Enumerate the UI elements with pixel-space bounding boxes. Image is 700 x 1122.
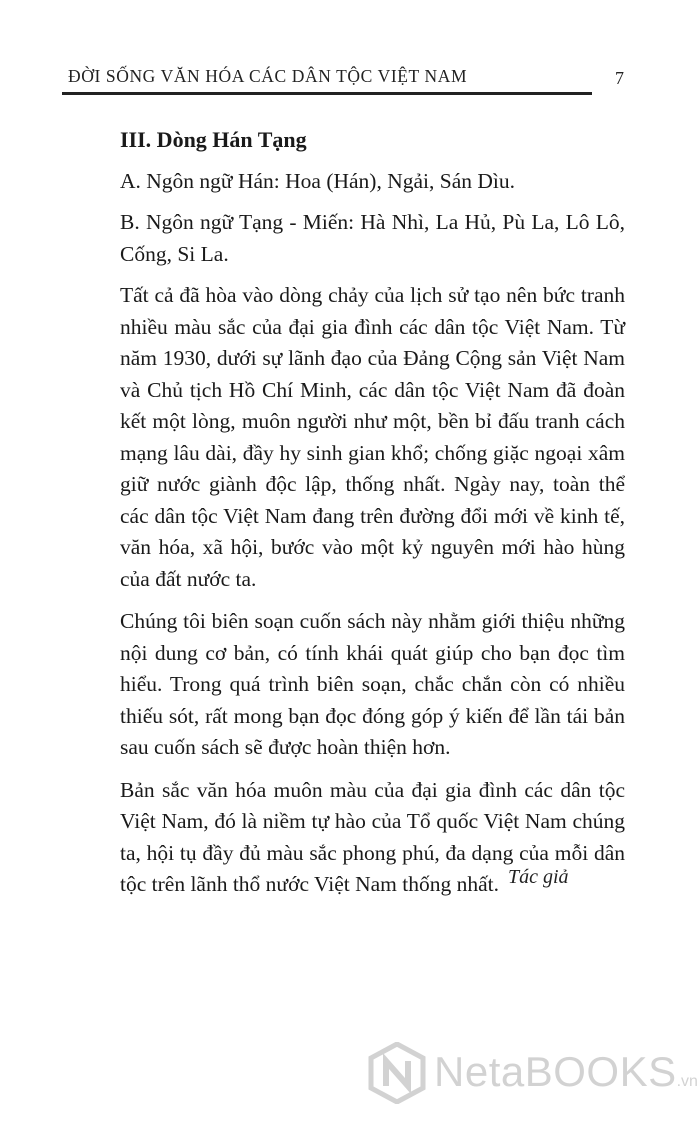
netabooks-watermark bbox=[368, 1040, 698, 1110]
page-content bbox=[120, 124, 625, 912]
body-paragraph: Chúng tôi biên soạn cuốn sách này nhằm giới thiệu những nội dung cơ bản, có tính khái quát giúp cho bạn đọc tìm hiểu. Trong quá trình biên soạn, chắc chắn còn có nhiều thiếu sót, rất mong bạn đọc đóng góp ý kiến để lần tái bản sau cuốn sách sẽ được hoàn thiện hơn. bbox=[120, 609, 625, 759]
header-rule bbox=[62, 92, 592, 95]
watermark-domain-suffix: .vn bbox=[676, 1073, 698, 1090]
author-signature: Tác giả bbox=[508, 866, 569, 888]
language-group-item: A. Ngôn ngữ Hán: Hoa (Hán), Ngải, Sán Dìu. bbox=[120, 168, 515, 193]
body-paragraph: Tất cả đã hòa vào dòng chảy của lịch sử tạo nên bức tranh nhiều màu sắc của đại gia đình các dân tộc Việt Nam. Từ năm 1930, dưới sự lãnh đạo của Đảng Cộng sản Việt Nam và Chủ tịch Hồ Chí Minh, các dân tộc Việt Nam đã đoàn kết một lòng, muôn người như một, bền bỉ đấu tranh cách mạng lâu dài, đầy hy sinh gian khổ; chống giặc ngoại xâm giữ nước giành độc lập, thống nhất. Ngày nay, toàn thể các dân tộc Việt Nam đang trên đường đổi mới về kinh tế, văn hóa, xã hội, bước vào một kỷ nguyên mới hào hùng của đất nước ta. bbox=[120, 283, 625, 591]
watermark-brand-text: NetaBOOKS.vn bbox=[434, 1048, 698, 1095]
page-number: 7 bbox=[615, 68, 624, 88]
netabooks-logo-icon bbox=[368, 1042, 426, 1104]
language-group-item: B. Ngôn ngữ Tạng - Miến: Hà Nhì, La Hủ, Pù La, Lô Lô, Cống, Si La. bbox=[120, 210, 625, 266]
running-header bbox=[62, 64, 628, 94]
body-paragraph: Bản sắc văn hóa muôn màu của đại gia đình các dân tộc Việt Nam, đó là niềm tự hào của Tổ quốc Việt Nam chúng ta, hội tụ đầy đủ màu sắc phong phú, đa dạng của mỗi dân tộc trên lãnh thổ nước Việt Nam thống nhất. bbox=[120, 777, 625, 896]
section-heading: III. Dòng Hán Tạng bbox=[120, 127, 307, 152]
book-title-header: ĐỜI SỐNG VĂN HÓA CÁC DÂN TỘC VIỆT NAM bbox=[68, 66, 468, 86]
